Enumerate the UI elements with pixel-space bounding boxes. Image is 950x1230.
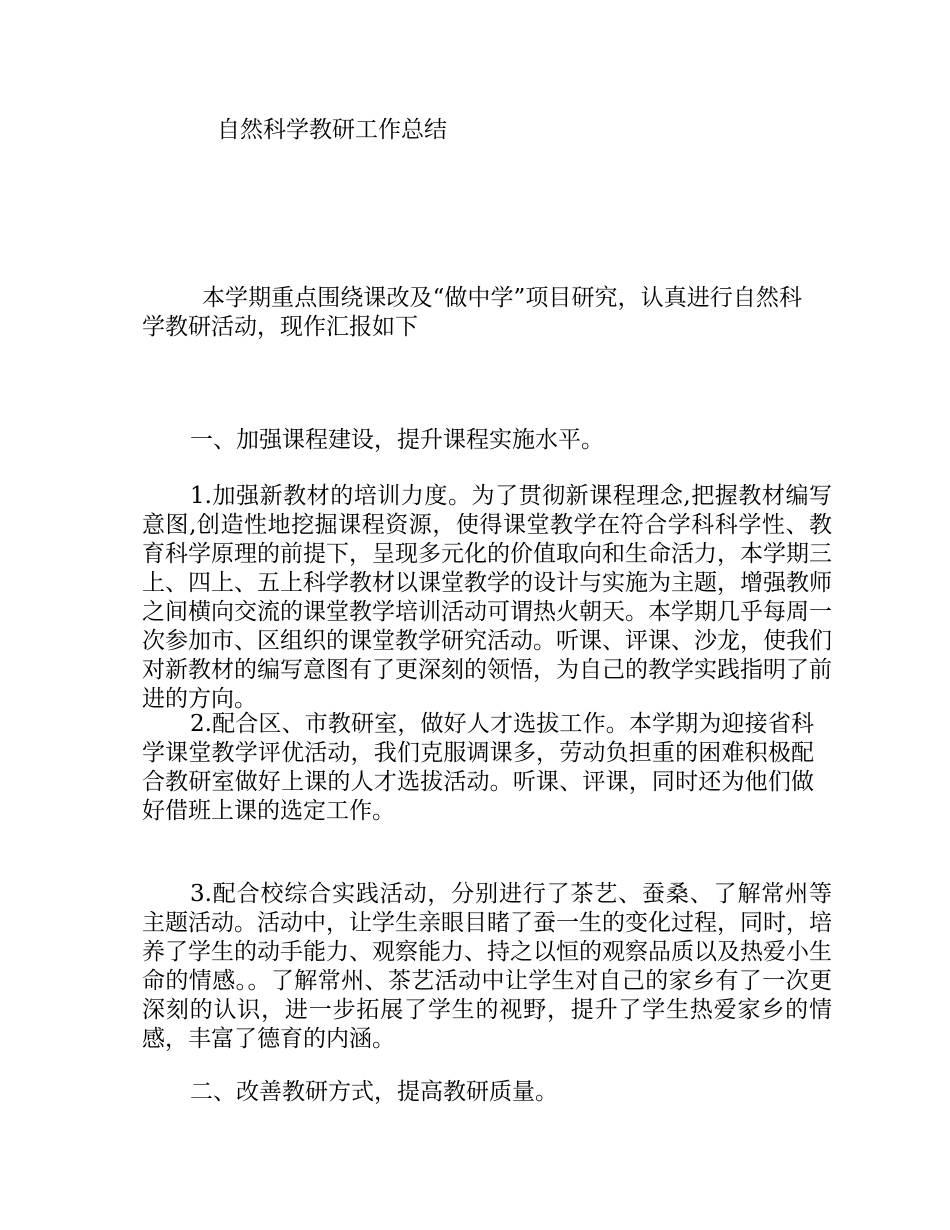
intro-paragraph: 本学期重点围绕课改及“做中学”项目研究，认真进行自然科学教研活动，现作汇报如下 xyxy=(142,285,802,340)
paragraph-item-1: 1.加强新教材的培训力度。为了贯彻新课程理念,把握教材编写意图,创造性地挖掘课程资源，使得课堂教学在符合学科科学性、教育科学原理的前提下，呈现多元化的价值取向和生命活力，本学期三上、四上、五上科学教材以课堂教学的设计与实施为主题，增强教师之间横向交流的课堂教学培训活动可谓热火朝天。本学期几乎每周一次参加市、区组织的课堂教学研究活动。听课、评课、沙龙，使我们对新教材的编写意图有了更深刻的领悟，为自己的教学实践指明了前进的方向。 xyxy=(142,483,832,712)
paragraph-item-3: 3.配合校综合实践活动，分别进行了茶艺、蚕桑、了解常州等主题活动。活动中，让学生亲眼目睹了蚕一生的变化过程，同时，培养了学生的动手能力、观察能力、持之以恒的观察品质以及热爱小生命的情感。。了解常州、茶艺活动中让学生对自己的家乡有了一次更深刻的认识，进一步拓展了学生的视野，提升了学生热爱家乡的情感，丰富了德育的内涵。 xyxy=(142,881,832,1052)
paragraph-item-2: 2.配合区、市教研室，做好人才选拔工作。本学期为迎接省科学课堂教学评优活动，我们克服调课多，劳动负担重的困难积极配合教研室做好上课的人才选拔活动。听课、评课，同时还为他们做好借班上课的选定工作。 xyxy=(142,711,814,824)
section-2-heading: 二、改善教研方式，提高教研质量。 xyxy=(190,1079,558,1105)
document-title: 自然科学教研工作总结 xyxy=(217,117,447,143)
section-1-heading: 一、加强课程建设，提升课程实施水平。 xyxy=(190,427,604,453)
